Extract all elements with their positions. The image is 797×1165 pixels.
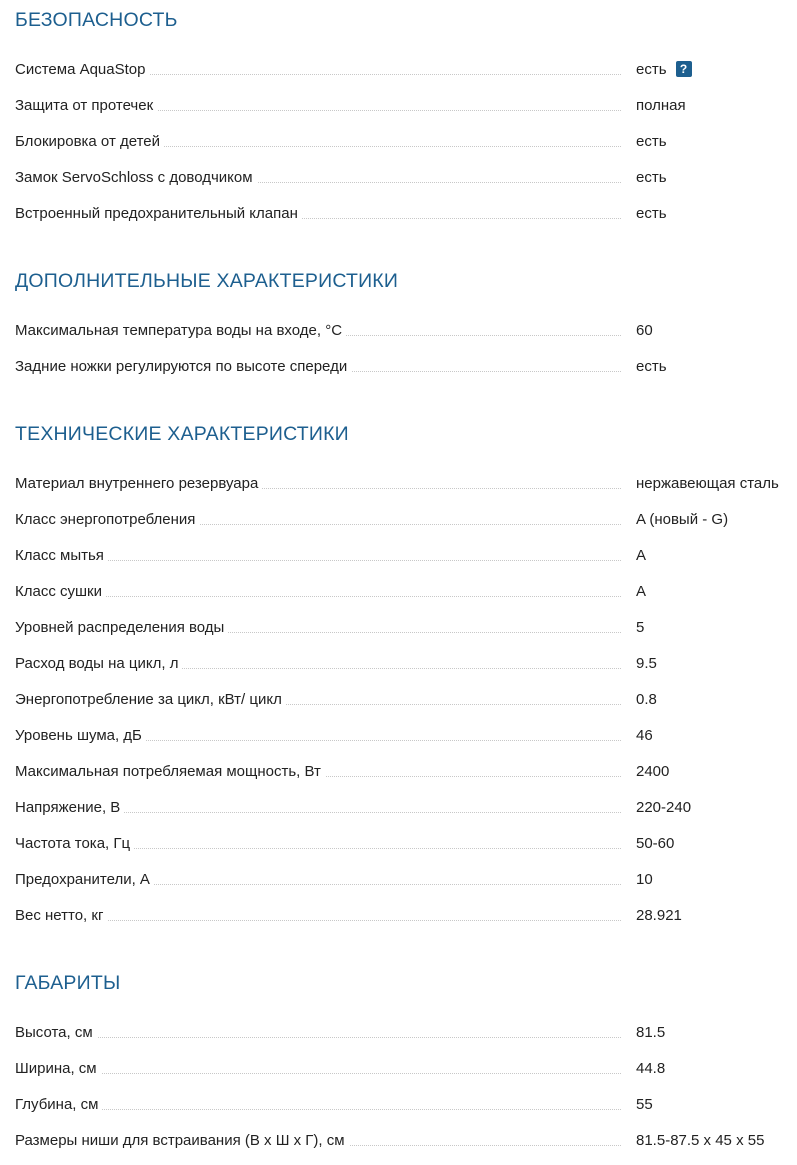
spec-row — [15, 320, 797, 344]
spec-row — [15, 1130, 797, 1154]
spec-row — [15, 905, 797, 929]
spec-label: Энергопотребление за цикл, кВт/ цикл — [15, 689, 286, 711]
spec-label: Предохранители, А — [15, 869, 154, 891]
spec-row — [15, 761, 797, 785]
spec-value: есть — [636, 133, 667, 150]
spec-value — [636, 59, 692, 81]
section-title: ТЕХНИЧЕСКИЕ ХАРАКТЕРИСТИКИ — [15, 423, 349, 445]
spec-value: A — [636, 547, 647, 564]
spec-value: 220-240 — [636, 799, 692, 816]
spec-row — [15, 203, 797, 227]
dotted-leader — [15, 1109, 621, 1110]
spec-row — [15, 59, 797, 83]
help-icon[interactable]: ? — [676, 61, 692, 77]
spec-value: 81.5-87.5 x 45 x 55 — [636, 1132, 765, 1149]
spec-value: 28.921 — [636, 907, 682, 924]
spec-row — [15, 581, 797, 605]
section-title: ДОПОЛНИТЕЛЬНЫЕ ХАРАКТЕРИСТИКИ — [15, 270, 399, 292]
spec-row — [15, 545, 797, 569]
spec-value: A (новый - G) — [636, 511, 729, 528]
spec-label: Высота, см — [15, 1022, 97, 1044]
spec-value: 46 — [636, 727, 653, 744]
spec-row — [15, 131, 797, 155]
spec-label: Максимальная потребляемая мощность, Вт — [15, 761, 325, 783]
spec-value: 50-60 — [636, 835, 675, 852]
spec-value-text: есть — [636, 61, 667, 78]
spec-label: Замок ServoSchloss с доводчиком — [15, 167, 257, 189]
spec-value: полная — [636, 97, 686, 114]
spec-row — [15, 509, 797, 533]
dotted-leader — [15, 1037, 621, 1038]
spec-value: есть — [636, 205, 667, 222]
spec-row — [15, 653, 797, 677]
spec-row — [15, 1022, 797, 1046]
spec-value: 81.5 — [636, 1024, 666, 1041]
spec-label: Встроенный предохранительный клапан — [15, 203, 302, 225]
spec-label: Глубина, см — [15, 1094, 102, 1116]
spec-label: Материал внутреннего резервуара — [15, 473, 262, 495]
spec-label: Максимальная температура воды на входе, °C — [15, 320, 346, 342]
spec-value: 9.5 — [636, 655, 657, 672]
spec-value: 5 — [636, 619, 645, 636]
spec-label: Размеры ниши для встраивания (В х Ш х Г), см — [15, 1130, 349, 1152]
spec-value: A — [636, 583, 647, 600]
section-title: БЕЗОПАСНОСТЬ — [15, 9, 178, 31]
spec-row — [15, 869, 797, 893]
spec-label: Расход воды на цикл, л — [15, 653, 182, 675]
spec-value: есть — [636, 358, 667, 375]
spec-row — [15, 356, 797, 380]
spec-label: Уровень шума, дБ — [15, 725, 146, 747]
spec-label: Задние ножки регулируются по высоте спереди — [15, 356, 351, 378]
spec-value: 44.8 — [636, 1060, 666, 1077]
spec-value: 2400 — [636, 763, 670, 780]
spec-row — [15, 833, 797, 857]
spec-row — [15, 95, 797, 119]
spec-row — [15, 1058, 797, 1082]
spec-value: нержавеющая сталь — [636, 475, 779, 492]
spec-label: Частота тока, Гц — [15, 833, 134, 855]
dotted-leader — [15, 1073, 621, 1074]
spec-value: 10 — [636, 871, 653, 888]
spec-label: Защита от протечек — [15, 95, 157, 117]
spec-row — [15, 797, 797, 821]
spec-value: есть — [636, 169, 667, 186]
spec-row — [15, 1094, 797, 1118]
spec-row — [15, 167, 797, 191]
spec-label: Класс энергопотребления — [15, 509, 199, 531]
spec-label: Вес нетто, кг — [15, 905, 107, 927]
spec-label: Класс мытья — [15, 545, 108, 567]
spec-label: Уровней распределения воды — [15, 617, 228, 639]
spec-row — [15, 617, 797, 641]
spec-label: Система AquaStop — [15, 59, 149, 81]
spec-label: Ширина, см — [15, 1058, 101, 1080]
spec-row — [15, 473, 797, 497]
spec-row — [15, 725, 797, 749]
section-title: ГАБАРИТЫ — [15, 972, 121, 994]
spec-value: 0.8 — [636, 691, 657, 708]
spec-label: Класс сушки — [15, 581, 106, 603]
spec-value: 60 — [636, 322, 653, 339]
spec-row — [15, 689, 797, 713]
spec-value: 55 — [636, 1096, 653, 1113]
spec-label: Напряжение, В — [15, 797, 124, 819]
spec-label: Блокировка от детей — [15, 131, 164, 153]
